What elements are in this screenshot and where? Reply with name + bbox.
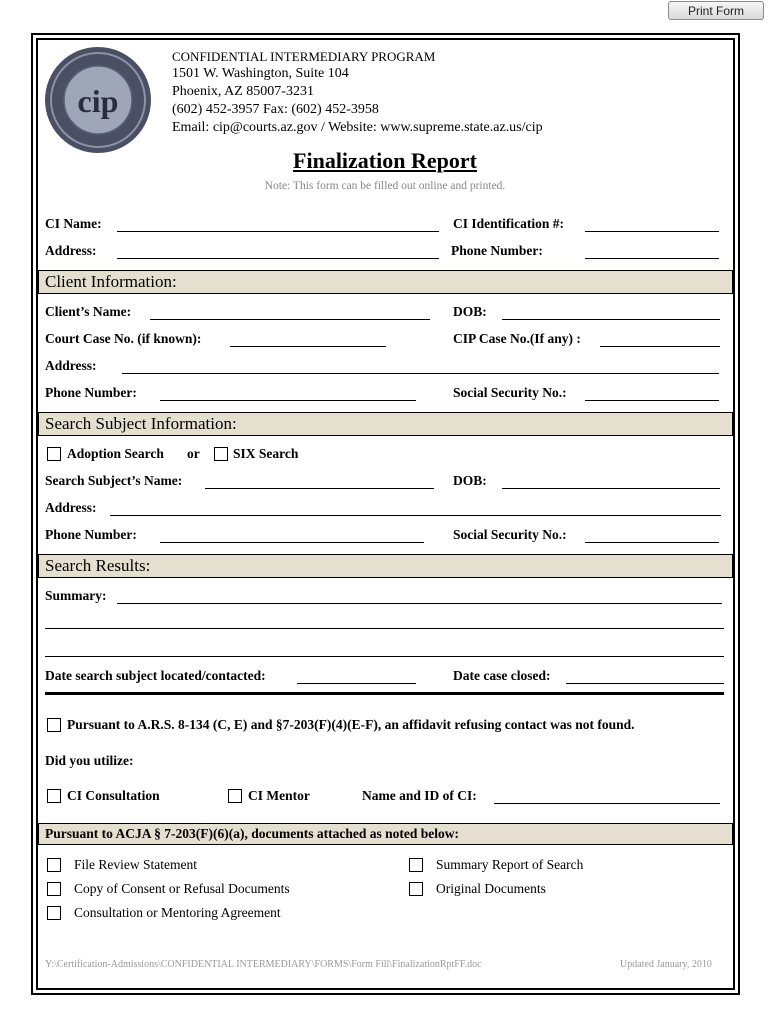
six-search-checkbox[interactable] [214, 447, 228, 461]
subject-info-header: Search Subject Information: [38, 412, 733, 436]
cip-seal-logo [42, 44, 154, 156]
client-dob-field[interactable] [502, 319, 720, 320]
subject-dob-label: DOB: [453, 473, 487, 488]
ci-name-field[interactable] [117, 231, 439, 232]
six-search-label: SIX Search [233, 446, 299, 461]
client-name-field[interactable] [150, 319, 430, 320]
client-address-field[interactable] [122, 373, 719, 374]
ci-mentor-label: CI Mentor [248, 788, 310, 803]
ci-id-label: CI Identification #: [453, 216, 564, 231]
ci-name-label: CI Name: [45, 216, 102, 231]
client-phone-field[interactable] [160, 400, 416, 401]
form-note: Note: This form can be filled out online and printed. [264, 180, 506, 192]
ci-consultation-checkbox[interactable] [47, 789, 61, 803]
court-case-field[interactable] [230, 346, 386, 347]
ci-id-field[interactable] [585, 231, 719, 232]
ci-name-id-label: Name and ID of CI: [362, 788, 477, 803]
affidavit-checkbox[interactable] [47, 718, 61, 732]
court-case-label: Court Case No. (if known): [45, 331, 202, 346]
subject-ssn-label: Social Security No.: [453, 527, 567, 542]
ci-address-label: Address: [45, 243, 97, 258]
utilize-question: Did you utilize: [45, 753, 134, 768]
acja-header: Pursuant to ACJA § 7-203(F)(6)(a), documents attached as noted below: [38, 823, 733, 845]
summary-report-label: Summary Report of Search [436, 857, 584, 872]
summary-report-checkbox[interactable] [409, 858, 423, 872]
client-dob-label: DOB: [453, 304, 487, 319]
date-located-label: Date search subject located/contacted: [45, 668, 266, 683]
or-label: or [187, 446, 200, 461]
date-closed-field[interactable] [566, 683, 724, 684]
subject-ssn-field[interactable] [585, 542, 719, 543]
org-email: Email: cip@courts.az.gov / Website: www.supreme.state.az.us/cip [172, 120, 543, 135]
org-address1: 1501 W. Washington, Suite 104 [172, 66, 349, 81]
summary-field-line-1[interactable] [117, 603, 722, 604]
affidavit-label: Pursuant to A.R.S. 8-134 (C, E) and §7-203(F)(4)(E-F), an affidavit refusing contact was not found. [67, 717, 635, 732]
page-title: Finalization Report [293, 148, 477, 173]
client-address-label: Address: [45, 358, 97, 373]
adoption-search-checkbox[interactable] [47, 447, 61, 461]
cip-case-field[interactable] [600, 346, 720, 347]
cip-case-label: CIP Case No.(If any) : [453, 331, 581, 346]
ci-name-id-field[interactable] [494, 803, 720, 804]
ci-address-field[interactable] [117, 258, 439, 259]
ci-consultation-label: CI Consultation [67, 788, 160, 803]
date-located-field[interactable] [297, 683, 416, 684]
client-name-label: Client’s Name: [45, 304, 132, 319]
subject-phone-field[interactable] [160, 542, 424, 543]
original-docs-checkbox[interactable] [409, 882, 423, 896]
summary-label: Summary: [45, 588, 107, 603]
subject-dob-field[interactable] [502, 488, 720, 489]
summary-field-line-3[interactable] [45, 656, 724, 657]
ci-phone-field[interactable] [585, 258, 719, 259]
org-phone: (602) 452-3957 Fax: (602) 452-3958 [172, 102, 379, 117]
subject-name-label: Search Subject’s Name: [45, 473, 183, 488]
consent-label: Copy of Consent or Refusal Documents [74, 881, 290, 896]
summary-field-line-2[interactable] [45, 628, 724, 629]
footer-file-path: Y:\Certification-Admissions\CONFIDENTIAL INTERMEDIARY\FORMS\Form Fill\FinalizationRptFF.doc [45, 959, 482, 970]
ci-mentor-checkbox[interactable] [228, 789, 242, 803]
org-name: CONFIDENTIAL INTERMEDIARY PROGRAM [172, 49, 436, 64]
ci-phone-label: Phone Number: [451, 243, 543, 258]
consent-checkbox[interactable] [47, 882, 61, 896]
print-form-button[interactable]: Print Form [668, 1, 764, 20]
section-divider [45, 692, 724, 695]
client-ssn-field[interactable] [585, 400, 719, 401]
org-address2: Phoenix, AZ 85007-3231 [172, 84, 314, 99]
original-docs-label: Original Documents [436, 881, 546, 896]
footer-updated: Updated January, 2010 [620, 959, 712, 970]
client-phone-label: Phone Number: [45, 385, 137, 400]
file-review-checkbox[interactable] [47, 858, 61, 872]
subject-address-label: Address: [45, 500, 97, 515]
adoption-search-label: Adoption Search [67, 446, 164, 461]
search-results-header: Search Results: [38, 554, 733, 578]
subject-address-field[interactable] [110, 515, 721, 516]
file-review-label: File Review Statement [74, 857, 197, 872]
subject-phone-label: Phone Number: [45, 527, 137, 542]
date-closed-label: Date case closed: [453, 668, 551, 683]
logo-letters: cip [77, 83, 119, 119]
subject-name-field[interactable] [205, 488, 434, 489]
client-ssn-label: Social Security No.: [453, 385, 567, 400]
consultation-agreement-label: Consultation or Mentoring Agreement [74, 905, 281, 920]
client-info-header: Client Information: [38, 270, 733, 294]
consultation-agreement-checkbox[interactable] [47, 906, 61, 920]
